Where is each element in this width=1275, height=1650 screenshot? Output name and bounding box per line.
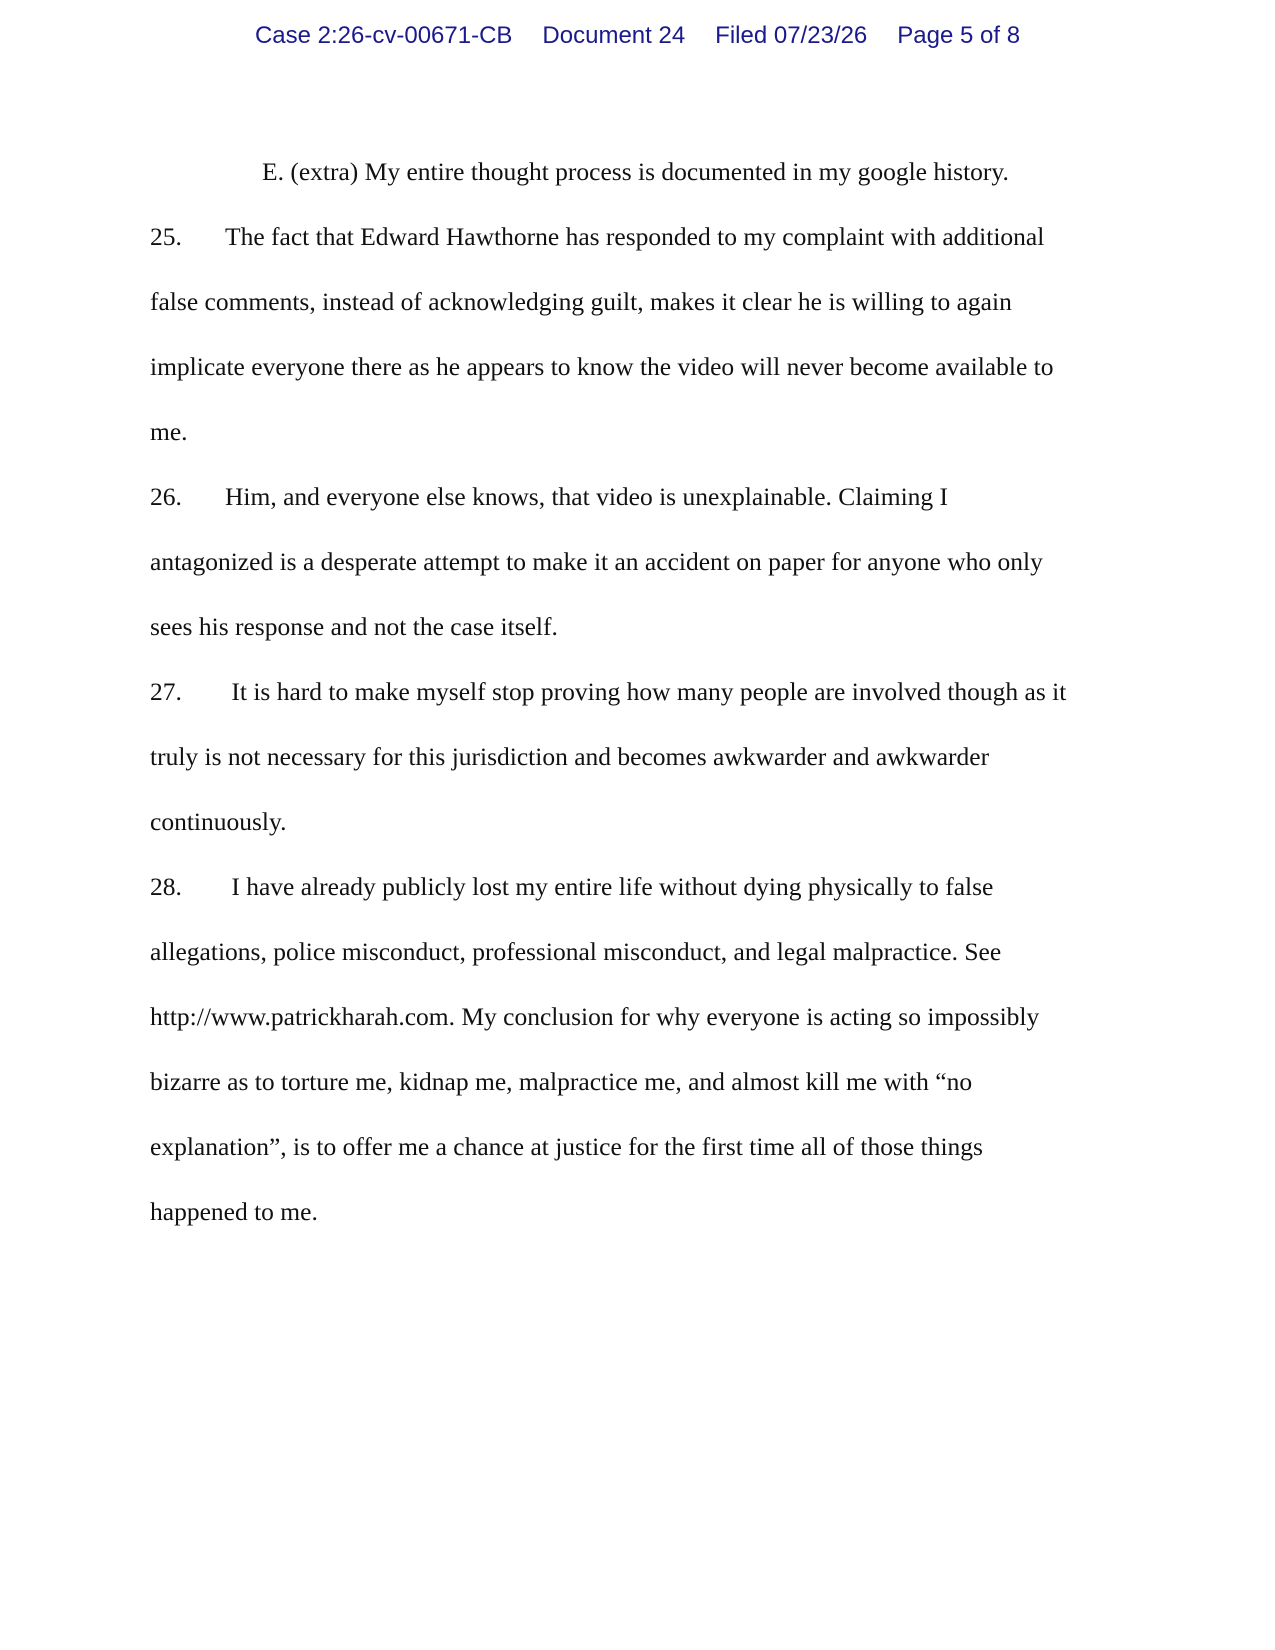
- paragraph-line: false comments, instead of acknowledging guilt, makes it clear he is willing to again: [150, 287, 1012, 316]
- paragraph-line: http://www.patrickharah.com. My conclusion for why everyone is acting so impossibly: [150, 1002, 1040, 1031]
- paragraph-text: Him, and everyone else knows, that video is unexplainable. Claiming I: [225, 482, 949, 511]
- paragraph-line: allegations, police misconduct, professional misconduct, and legal malpractice. See: [150, 937, 1002, 966]
- paragraph-number: 28.: [150, 872, 182, 901]
- paragraph-number: 25.: [150, 222, 182, 251]
- paragraph-text: The fact that Edward Hawthorne has responded to my complaint with additional: [225, 222, 1045, 251]
- paragraph-line: antagonized is a desperate attempt to make it an accident on paper for anyone who only: [150, 547, 1043, 576]
- paragraph-line: truly is not necessary for this jurisdiction and becomes awkwarder and awkwarder: [150, 742, 990, 771]
- ecf-header: [0, 22, 1275, 50]
- filed-date: Filed 07/23/26: [715, 22, 868, 49]
- document-number: Document 24: [542, 22, 686, 49]
- subitem-label: E.: [262, 157, 284, 186]
- paragraph-line: sees his response and not the case itself.: [150, 612, 558, 641]
- page-number: Page 5 of 8: [897, 22, 1021, 49]
- paragraph-line: me.: [150, 417, 188, 446]
- paragraph-25: [150, 204, 1125, 464]
- paragraph-line: happened to me.: [150, 1197, 318, 1226]
- paragraph-26: [150, 464, 1125, 659]
- document-body: [150, 139, 1125, 1244]
- case-number: Case 2:26-cv-00671-CB: [254, 22, 513, 49]
- paragraph-line: continuously.: [150, 807, 287, 836]
- paragraph-27: [150, 659, 1125, 854]
- paragraph-line: bizarre as to torture me, kidnap me, malpractice me, and almost kill me with “no: [150, 1067, 973, 1096]
- paragraph-line: explanation”, is to offer me a chance at justice for the first time all of those things: [150, 1132, 983, 1161]
- paragraph-line: [150, 204, 1125, 269]
- paragraph-28: [150, 854, 1125, 1244]
- paragraph-text: I have already publicly lost my entire life without dying physically to false: [225, 872, 994, 901]
- paragraph-text: It is hard to make myself stop proving how many people are involved though as it: [225, 677, 1067, 706]
- paragraph-number: 26.: [150, 482, 182, 511]
- subitem-text: (extra) My entire thought process is documented in my google history.: [283, 157, 1009, 186]
- paragraph-line: [150, 659, 1125, 724]
- paragraph-line: [150, 854, 1125, 919]
- paragraph-line: [150, 464, 1125, 529]
- subitem-e: [150, 139, 1125, 204]
- paragraph-line: implicate everyone there as he appears to know the video will never become available to: [150, 352, 1054, 381]
- paragraph-number: 27.: [150, 677, 182, 706]
